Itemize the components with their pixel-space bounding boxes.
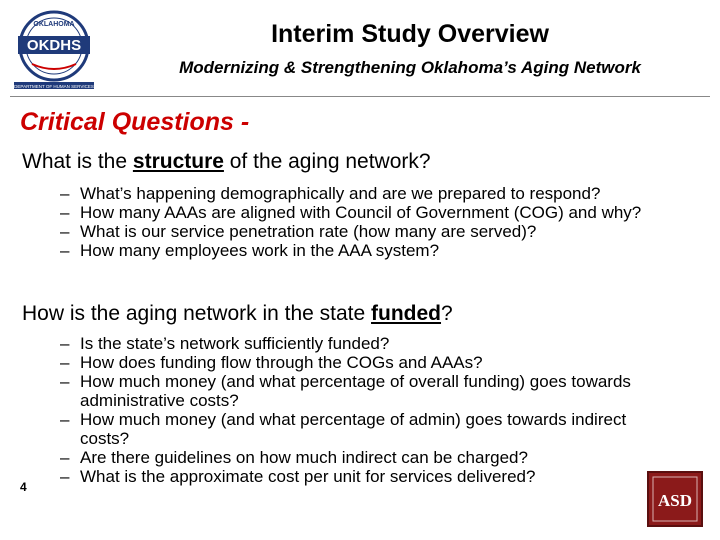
question-text: How is the aging network in the state (22, 302, 372, 325)
section-heading: Critical Questions - (20, 108, 250, 136)
dash-bullet: – (60, 184, 70, 203)
logo-bottom-text: DEPARTMENT OF HUMAN SERVICES (14, 84, 94, 89)
list-item-text: How much money (and what percentage of overall funding) goes towards administrative costs? (80, 372, 631, 410)
list-item (60, 241, 680, 260)
question-text: ? (441, 302, 453, 325)
question-structure (22, 150, 431, 174)
dash-bullet: – (60, 222, 70, 241)
list-item (60, 372, 680, 410)
list-item-text: How does funding flow through the COGs and AAAs? (80, 353, 483, 372)
list-item-text: Is the state’s network sufficiently funded? (80, 334, 390, 353)
list-item-text: What is our service penetration rate (how many are served)? (80, 222, 537, 241)
list-item-text: How many AAAs are aligned with Council of Government (COG) and why? (80, 203, 642, 222)
asd-logo-text: ASD (657, 491, 693, 510)
list-item (60, 410, 680, 448)
dash-bullet: – (60, 203, 70, 222)
list-item-text: What’s happening demographically and are we prepared to respond? (80, 184, 601, 203)
dash-bullet: – (60, 241, 70, 260)
page-number: 4 (20, 480, 27, 494)
list-item-text: Are there guidelines on how much indirect can be charged? (80, 448, 528, 467)
slide-subtitle: Modernizing & Strengthening Oklahoma’s Aging Network (179, 58, 641, 77)
list-item-text: How many employees work in the AAA system? (80, 241, 440, 260)
okdhs-logo (10, 8, 98, 92)
question-funded (22, 302, 453, 326)
list-item (60, 467, 680, 486)
list-item (60, 184, 680, 203)
dash-bullet: – (60, 410, 70, 429)
logo-top-text: OKLAHOMA (33, 21, 75, 28)
list-item (60, 448, 680, 467)
list-item (60, 334, 680, 353)
logo-main-text: OKDHS (26, 37, 82, 54)
question-text: of the aging network? (223, 150, 431, 173)
question-emphasis: funded (371, 302, 442, 325)
dash-bullet: – (60, 334, 70, 353)
dash-bullet: – (60, 467, 70, 486)
dash-bullet: – (60, 372, 70, 391)
list-item (60, 222, 680, 241)
list-item-text: What is the approximate cost per unit for services delivered? (80, 467, 536, 486)
list-item (60, 203, 680, 222)
question-emphasis: structure (132, 150, 224, 173)
structure-subquestions (60, 184, 680, 260)
funded-subquestions (60, 334, 680, 486)
asd-logo (647, 471, 703, 527)
list-item (60, 353, 680, 372)
dash-bullet: – (60, 448, 70, 467)
header-divider (10, 96, 710, 97)
slide-title: Interim Study Overview (271, 20, 549, 48)
dash-bullet: – (60, 353, 70, 372)
question-text: What is the (22, 150, 133, 173)
list-item-text: How much money (and what percentage of admin) goes towards indirect costs? (80, 410, 627, 448)
